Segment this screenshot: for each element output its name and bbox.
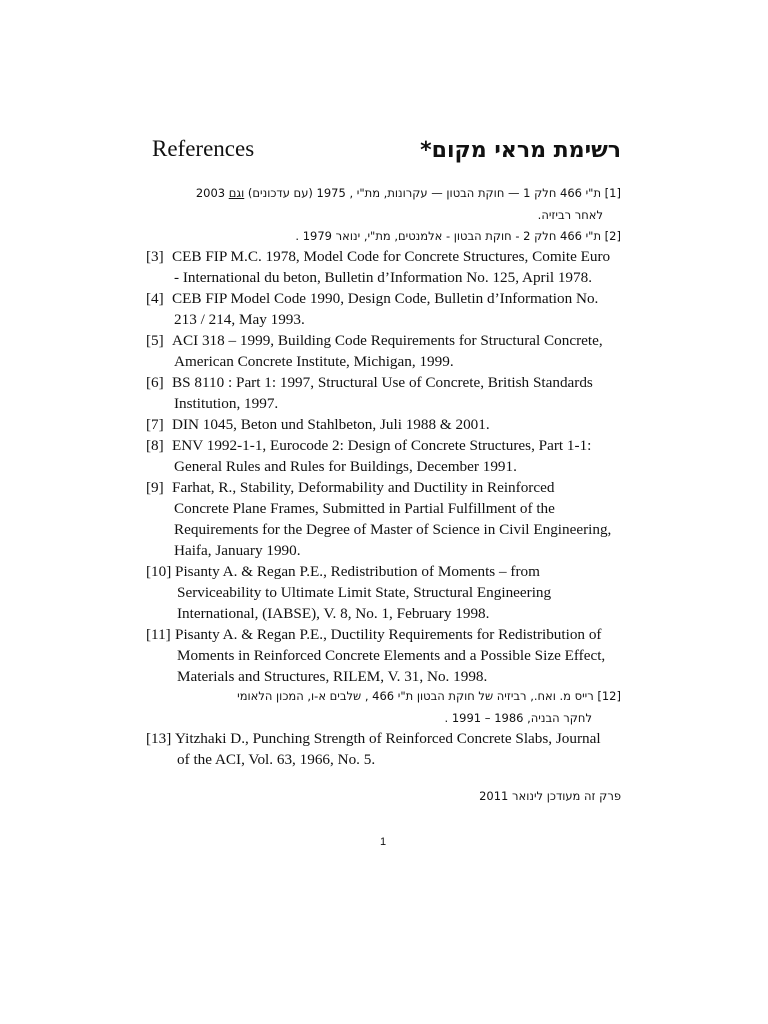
page-title-hebrew: רשימת מראי מקום* [420, 138, 621, 163]
reference-line: Pisanty A. & Regan P.E., Redistribution of Moments – from [175, 563, 540, 580]
reference-number: [7] [146, 416, 164, 433]
reference-number: [4] [146, 290, 164, 307]
reference-5 [146, 330, 626, 372]
reference-line: Serviceability to Ultimate Limit State, Structural Engineering [177, 584, 552, 601]
hebrew-reference-1-text: [1] ת"י 466 חלק 1 — חוקת הבטון — עקרונות, מת"י , 1975 (עם עדכונים) [244, 186, 621, 200]
reference-line: CEB FIP Model Code 1990, Design Code, Bulletin d’Information No. [172, 290, 599, 307]
reference-number: [8] [146, 437, 164, 454]
reference-4 [146, 288, 626, 330]
reference-3 [146, 246, 626, 288]
reference-number: [13] [146, 730, 172, 747]
reference-line: Haifa, January 1990. [174, 542, 301, 559]
reference-line: Materials and Structures, RILEM, V. 31, No. 1998. [177, 668, 488, 685]
reference-number: [9] [146, 479, 164, 496]
reference-line: Institution, 1997. [174, 395, 279, 412]
page-title-english: References [152, 136, 255, 161]
hebrew-reference-12: [12] רייס מ. ואח., רביזיה של חוקת הבטון ת"י 466 , שלבים א-ו, המכון הלאומי [237, 689, 621, 703]
reference-line: - International du beton, Bulletin d’Information No. 125, April 1978. [174, 269, 593, 286]
page-number: 1 [380, 836, 387, 848]
hebrew-reference-12-continuation: לחקר הבניה, 1986 – 1991 . [444, 711, 592, 725]
reference-number: [3] [146, 248, 164, 265]
reference-line: of the ACI, Vol. 63, 1966, No. 5. [177, 751, 376, 768]
reference-line: Pisanty A. & Regan P.E., Ductility Requirements for Redistribution of [175, 626, 602, 643]
reference-line: Requirements for the Degree of Master of Science in Civil Engineering, [174, 521, 612, 538]
hebrew-reference-1-year: 2003 [195, 186, 229, 200]
reference-line: 213 / 214, May 1993. [174, 311, 305, 328]
reference-11 [146, 624, 626, 687]
reference-line: General Rules and Rules for Buildings, December 1991. [174, 458, 517, 475]
reference-7 [146, 414, 626, 435]
hebrew-reference-1-continuation: לאחר רביזיה. [537, 208, 603, 222]
reference-8 [146, 435, 626, 477]
reference-line: CEB FIP M.C. 1978, Model Code for Concrete Structures, Comite Euro [172, 248, 611, 265]
hebrew-reference-1-underlined: וגם [228, 186, 245, 200]
reference-line: American Concrete Institute, Michigan, 1999. [174, 353, 454, 370]
reference-line: Concrete Plane Frames, Submitted in Partial Fulfillment of the [174, 500, 555, 517]
reference-line: DIN 1045, Beton und Stahlbeton, Juli 1988 & 2001. [172, 416, 490, 433]
reference-number: [10] [146, 563, 172, 580]
reference-9 [146, 477, 626, 561]
reference-line: ACI 318 – 1999, Building Code Requirements for Structural Concrete, [172, 332, 603, 349]
update-note: פרק זה מעודכן לינואר 2011 [479, 789, 621, 803]
reference-number: [11] [146, 626, 171, 643]
hebrew-reference-2: [2] ת"י 466 חלק 2 - חוקת הבטון - אלמנטים, מת"י, ינואר 1979 . [295, 229, 621, 243]
reference-line: Yitzhaki D., Punching Strength of Reinforced Concrete Slabs, Journal [175, 730, 601, 747]
reference-6 [146, 372, 626, 414]
reference-line: BS 8110 : Part 1: 1997, Structural Use of Concrete, British Standards [172, 374, 593, 391]
reference-line: International, (IABSE), V. 8, No. 1, February 1998. [177, 605, 490, 622]
reference-number: [6] [146, 374, 164, 391]
reference-line: Moments in Reinforced Concrete Elements and a Possible Size Effect, [177, 647, 606, 664]
hebrew-reference-1 [141, 183, 621, 203]
reference-number: [5] [146, 332, 164, 349]
reference-line: Farhat, R., Stability, Deformability and Ductility in Reinforced [172, 479, 555, 496]
reference-10 [146, 561, 626, 624]
reference-line: ENV 1992-1-1, Eurocode 2: Design of Concrete Structures, Part 1-1: [172, 437, 592, 454]
reference-13 [146, 728, 626, 770]
